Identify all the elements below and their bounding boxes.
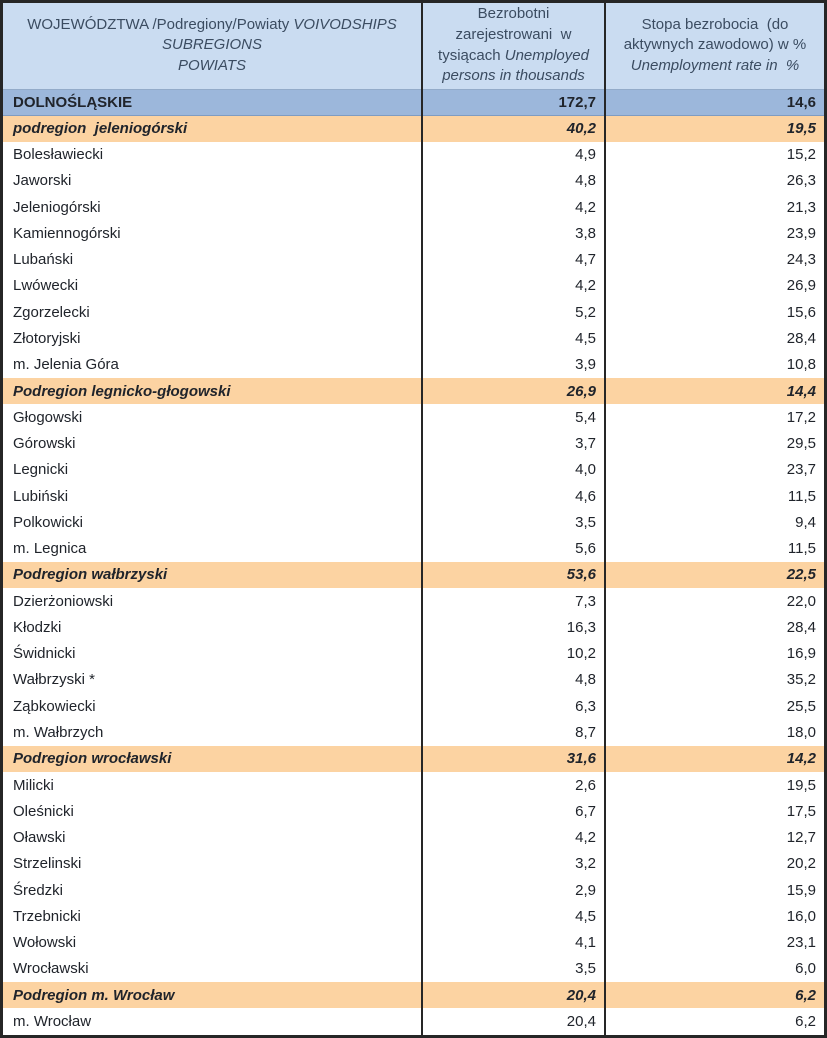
- table-row: [3, 851, 824, 877]
- row-unemployed-value: 4,5: [575, 330, 596, 348]
- table-header: [3, 3, 824, 89]
- row-territory-name: Wołowski: [13, 934, 77, 952]
- row-territory-name: DOLNOŚLĄSKIE: [13, 93, 133, 111]
- table-row: [3, 299, 824, 325]
- header-unemployed-line4: persons in thousands: [442, 67, 585, 85]
- row-territory-name: Bolesławiecki: [13, 146, 104, 164]
- header-unemployed-line1: Bezrobotni: [477, 5, 550, 23]
- table-row: [3, 877, 824, 903]
- header-rate-line3: Unemployment rate in %: [630, 57, 800, 75]
- row-rate-value: 23,1: [786, 934, 816, 952]
- header-territory-pl: WOJEWÓDZTWA /Podregiony/Powiaty: [27, 15, 294, 33]
- row-rate-value: 23,7: [786, 461, 816, 479]
- table-row: [3, 273, 824, 299]
- table-row: [3, 536, 824, 562]
- row-territory-name: Trzebnicki: [13, 907, 81, 925]
- table-row: [3, 194, 824, 220]
- row-rate-value: 6,2: [795, 1013, 816, 1031]
- row-rate-value: 12,7: [786, 829, 816, 847]
- row-unemployed-value: 4,7: [575, 251, 596, 269]
- row-unemployed-value: 3,2: [575, 855, 596, 873]
- row-territory-name: Polkowicki: [13, 513, 84, 531]
- row-unemployed-value: 7,3: [575, 592, 596, 610]
- table-row: [3, 142, 824, 168]
- row-rate-value: 20,2: [786, 855, 816, 873]
- header-territory-line3: POWIATS: [177, 57, 247, 75]
- table-row: [3, 457, 824, 483]
- table-row: [3, 641, 824, 667]
- table-row: [3, 562, 824, 588]
- header-col-rate: [605, 3, 824, 89]
- row-unemployed-value: 4,5: [575, 907, 596, 925]
- row-territory-name: m. Wrocław: [13, 1013, 92, 1031]
- table-row: [3, 430, 824, 456]
- row-unemployed-value: 3,7: [575, 435, 596, 453]
- table-row: [3, 667, 824, 693]
- table-row: [3, 247, 824, 273]
- row-unemployed-value: 4,1: [575, 934, 596, 952]
- row-territory-name: Kłodzki: [13, 618, 62, 636]
- header-unemployed-line3: [423, 46, 604, 67]
- table-row: [3, 588, 824, 614]
- row-territory-name: Oławski: [13, 829, 66, 847]
- row-rate-value: 22,5: [786, 566, 816, 584]
- row-rate-value: 22,0: [786, 592, 816, 610]
- table-row: [3, 220, 824, 246]
- header-territory-line1: [3, 15, 421, 36]
- row-unemployed-value: 5,4: [575, 408, 596, 426]
- table-row: [3, 614, 824, 640]
- row-unemployed-value: 5,2: [575, 303, 596, 321]
- row-rate-value: 11,5: [787, 540, 816, 558]
- row-unemployed-value: 172,7: [558, 93, 596, 111]
- row-unemployed-value: 4,9: [575, 146, 596, 164]
- row-rate-value: 11,5: [787, 487, 816, 505]
- row-rate-value: 21,3: [786, 198, 816, 216]
- table-row: [3, 772, 824, 798]
- row-unemployed-value: 3,9: [575, 356, 596, 374]
- row-unemployed-value: 4,2: [575, 829, 596, 847]
- row-territory-name: Legnicki: [13, 461, 69, 479]
- row-rate-value: 16,0: [786, 907, 816, 925]
- row-territory-name: m. Jelenia Góra: [13, 356, 119, 374]
- row-rate-value: 24,3: [786, 251, 816, 269]
- row-rate-value: 15,2: [786, 146, 816, 164]
- row-territory-name: Lubański: [13, 251, 74, 269]
- row-unemployed-value: 3,5: [575, 960, 596, 978]
- row-unemployed-value: 8,7: [575, 724, 596, 741]
- header-rate-line1: Stopa bezrobocia (do: [641, 15, 789, 33]
- row-unemployed-value: 4,2: [575, 198, 596, 216]
- table-row: [3, 352, 824, 378]
- row-territory-name: Średzki: [13, 881, 64, 899]
- row-rate-value: 15,6: [786, 303, 816, 321]
- header-col-unemployed: [422, 3, 605, 89]
- table-row: [3, 956, 824, 982]
- header-territory-line2: SUBREGIONS: [161, 36, 263, 54]
- row-unemployed-value: 20,4: [566, 1013, 596, 1031]
- row-rate-value: 28,4: [786, 330, 816, 348]
- row-territory-name: Górowski: [13, 435, 76, 453]
- row-unemployed-value: 4,2: [575, 277, 596, 295]
- row-rate-value: 26,9: [786, 277, 816, 295]
- row-rate-value: 29,5: [786, 435, 816, 453]
- row-unemployed-value: 16,3: [566, 618, 596, 636]
- row-rate-value: 9,4: [795, 513, 816, 531]
- row-rate-value: 19,5: [786, 776, 816, 794]
- row-territory-name: Dzierżoniowski: [13, 592, 114, 610]
- row-rate-value: 17,2: [786, 408, 816, 426]
- row-territory-name: Kamiennogórski: [13, 224, 121, 242]
- row-rate-value: 25,5: [786, 697, 816, 715]
- row-rate-value: 14,6: [786, 93, 816, 111]
- table-row: [3, 824, 824, 850]
- row-territory-name: Złotoryjski: [13, 330, 81, 348]
- header-row: [3, 3, 824, 89]
- row-unemployed-value: 3,5: [575, 513, 596, 531]
- row-unemployed-value: 31,6: [566, 750, 596, 768]
- row-territory-name: Świdnicki: [13, 645, 76, 663]
- header-col-territory: [3, 3, 422, 89]
- row-rate-value: 15,9: [786, 881, 816, 899]
- row-territory-name: Jeleniogórski: [13, 198, 101, 216]
- row-territory-name: podregion jeleniogórski: [13, 120, 188, 138]
- row-unemployed-value: 6,7: [575, 802, 596, 820]
- row-territory-name: Jaworski: [13, 172, 72, 190]
- header-unemployed-en: Unemployed: [504, 46, 589, 64]
- row-territory-name: Milicki: [13, 776, 54, 794]
- row-territory-name: Podregion wałbrzyski: [13, 566, 168, 584]
- row-territory-name: Głogowski: [13, 408, 83, 426]
- header-rate-line2: aktywnych zawodowo) w %: [623, 36, 807, 54]
- row-territory-name: Podregion legnicko-głogowski: [13, 382, 231, 400]
- row-unemployed-value: 4,0: [575, 461, 596, 479]
- table-row: [3, 89, 824, 115]
- header-territory-en: VOIVODSHIPS: [293, 15, 397, 33]
- table-row: [3, 404, 824, 430]
- row-territory-name: m. Wałbrzych: [13, 724, 104, 741]
- row-rate-value: 10,8: [786, 356, 816, 374]
- table-row: [3, 509, 824, 535]
- row-territory-name: Lubiński: [13, 487, 69, 505]
- row-rate-value: 28,4: [786, 618, 816, 636]
- table-row: [3, 1008, 824, 1035]
- row-unemployed-value: 5,6: [575, 540, 596, 558]
- row-rate-value: 35,2: [786, 671, 816, 689]
- table-body: [3, 89, 824, 1035]
- row-rate-value: 14,2: [786, 750, 816, 768]
- row-rate-value: 6,2: [795, 986, 816, 1004]
- table-row: [3, 168, 824, 194]
- row-territory-name: Lwówecki: [13, 277, 79, 295]
- row-unemployed-value: 4,8: [575, 671, 596, 689]
- table-row: [3, 719, 824, 745]
- row-unemployed-value: 2,9: [575, 881, 596, 899]
- row-territory-name: Wrocławski: [13, 960, 89, 978]
- row-rate-value: 14,4: [786, 382, 816, 400]
- table-row: [3, 903, 824, 929]
- header-unemployed-pl: tysiącach: [438, 46, 505, 64]
- row-territory-name: Wałbrzyski *: [13, 671, 95, 689]
- row-unemployed-value: 2,6: [575, 776, 596, 794]
- row-rate-value: 6,0: [795, 960, 816, 978]
- voivodship-unemployment-table: [3, 3, 824, 1035]
- row-unemployed-value: 4,6: [575, 487, 596, 505]
- row-unemployed-value: 40,2: [566, 120, 596, 138]
- row-rate-value: 17,5: [786, 802, 816, 820]
- table-row: [3, 115, 824, 141]
- row-territory-name: Podregion wrocławski: [13, 750, 172, 768]
- row-rate-value: 18,0: [786, 724, 816, 741]
- header-unemployed-line2: zarejestrowani w: [455, 26, 572, 44]
- row-territory-name: Podregion m. Wrocław: [13, 986, 175, 1004]
- table-row: [3, 483, 824, 509]
- row-rate-value: 19,5: [786, 120, 816, 138]
- row-unemployed-value: 4,8: [575, 172, 596, 190]
- table-row: [3, 982, 824, 1008]
- table-row: [3, 693, 824, 719]
- table-row: [3, 798, 824, 824]
- row-rate-value: 16,9: [786, 645, 816, 663]
- row-unemployed-value: 10,2: [566, 645, 596, 663]
- table-row: [3, 325, 824, 351]
- row-unemployed-value: 3,8: [575, 224, 596, 242]
- row-unemployed-value: 6,3: [575, 697, 596, 715]
- row-territory-name: Ząbkowiecki: [13, 697, 96, 715]
- row-unemployed-value: 26,9: [566, 382, 596, 400]
- row-rate-value: 23,9: [786, 224, 816, 242]
- row-territory-name: Strzelinski: [13, 855, 82, 873]
- table-row: [3, 746, 824, 772]
- row-territory-name: Oleśnicki: [13, 802, 74, 820]
- table-row: [3, 930, 824, 956]
- row-rate-value: 26,3: [786, 172, 816, 190]
- table-row: [3, 378, 824, 404]
- row-territory-name: m. Legnica: [13, 540, 87, 558]
- row-unemployed-value: 20,4: [566, 986, 596, 1004]
- row-unemployed-value: 53,6: [566, 566, 596, 584]
- row-territory-name: Zgorzelecki: [13, 303, 90, 321]
